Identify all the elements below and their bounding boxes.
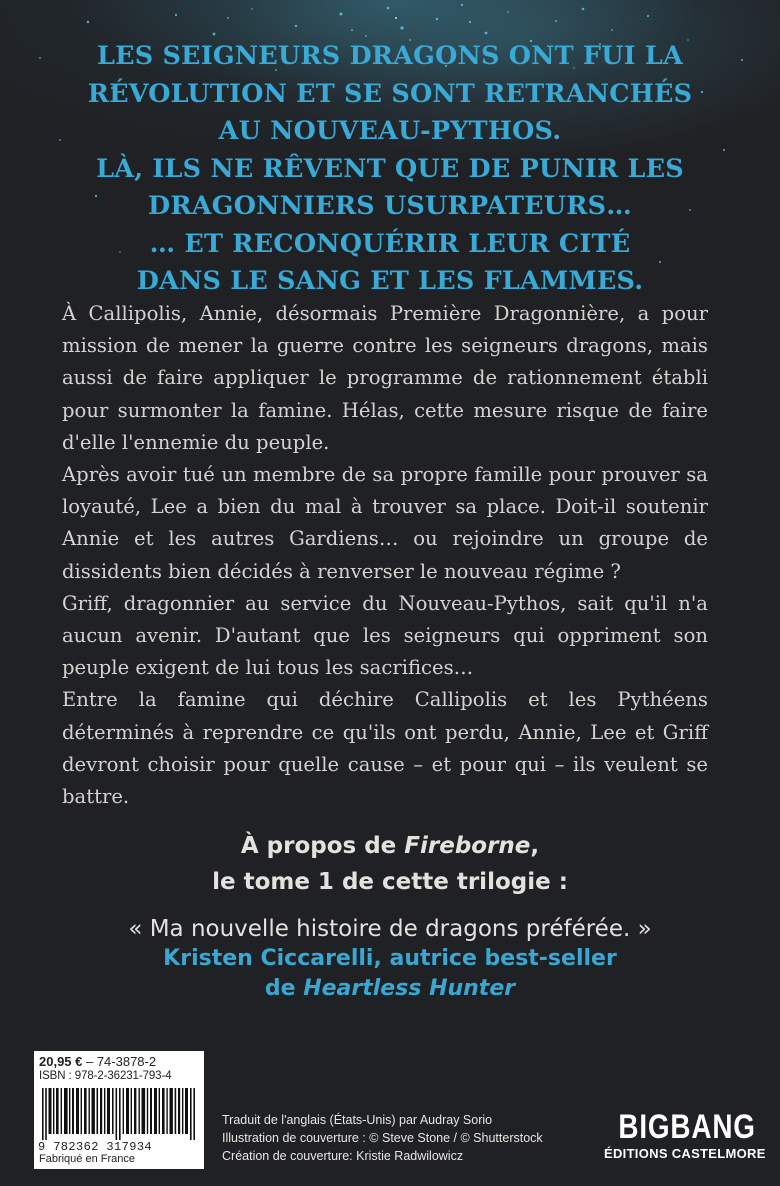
synopsis-paragraph: Griff, dragonnier au service du Nouveau-Pythos, sait qu'il n'a aucun avenir. D'autant que les seigneurs qui oppriment son peuple exigent de lui tous les sacrifices… bbox=[62, 591, 708, 680]
about-book-title: Fireborne bbox=[404, 833, 531, 859]
review-work-title: Heartless Hunter bbox=[303, 976, 516, 1001]
tagline-line: LÀ, ILS NE RÊVENT QUE DE PUNIR LES bbox=[96, 153, 684, 184]
barcode-panel bbox=[34, 1051, 204, 1169]
credit-line: Illustration de couverture : © Steve Stone / © Shutterstock bbox=[222, 1131, 543, 1145]
tagline-line: RÉVOLUTION ET SE SONT RETRANCHÉS bbox=[87, 78, 693, 109]
tagline-line: DANS LE SANG ET LES FLAMMES. bbox=[136, 266, 644, 296]
about-heading bbox=[0, 828, 780, 900]
synopsis-paragraph: Entre la famine qui déchire Callipolis et les Pythéens déterminés à reprendre ce qu'ils ont perdu, Annie, Lee et Griff devront choisir pour quelle cause – et pour qui – ils veulent se battre. bbox=[62, 688, 708, 809]
tagline bbox=[0, 38, 780, 301]
tagline-line: … ET RECONQUÉRIR LEUR CITÉ bbox=[149, 228, 631, 259]
synopsis-paragraph: Après avoir tué un membre de sa propre famille pour prouver sa loyauté, Lee a bien du mal à trouver sa place. Doit-il soutenir Annie et les autres Gardiens… ou rejoindre un groupe de dissidents bien décidés à renverser le nouveau régime ? bbox=[62, 463, 708, 583]
synopsis bbox=[62, 298, 708, 813]
about-prefix: À propos de bbox=[240, 833, 405, 859]
price: 20,95 € bbox=[39, 1054, 83, 1069]
publisher-imprint: ÉDITIONS CASTELMORE bbox=[604, 1146, 766, 1161]
price-line bbox=[39, 1054, 156, 1069]
credits bbox=[222, 1111, 543, 1165]
review-attribution bbox=[0, 944, 780, 1004]
isbn: ISBN : 978-2-36231-793-4 bbox=[39, 1070, 172, 1082]
tagline-line: DRAGONNIERS USURPATEURS… bbox=[148, 191, 632, 221]
review-work-prefix: de bbox=[264, 976, 304, 1001]
review-work bbox=[0, 974, 780, 1004]
about-suffix: , bbox=[530, 833, 540, 859]
credit-line: Traduit de l'anglais (États-Unis) par Audray Sorio bbox=[222, 1113, 493, 1127]
publisher-logo bbox=[604, 1108, 764, 1162]
about-line-1 bbox=[0, 828, 780, 864]
made-in-label: Fabriqué en France bbox=[39, 1153, 135, 1165]
review-author: Kristen Ciccarelli, autrice best-seller bbox=[163, 946, 617, 971]
credit-line: Création de couverture: Kristie Radwilowicz bbox=[222, 1149, 464, 1163]
tagline-line: LES SEIGNEURS DRAGONS ONT FUI LA bbox=[96, 41, 683, 71]
review-quote: « Ma nouvelle histoire de dragons préférée. » bbox=[128, 916, 652, 942]
publisher-name: BIGBANG bbox=[618, 1108, 756, 1146]
product-code: – 74-3878-2 bbox=[82, 1054, 157, 1069]
barcode-bars bbox=[42, 1088, 198, 1140]
tagline-line: AU NOUVEAU-PYTHOS. bbox=[218, 116, 562, 146]
synopsis-paragraph: À Callipolis, Annie, désormais Première Dragonnière, a pour mission de mener la guerre contre les seigneurs dragons, mais aussi de faire appliquer le programme de rationnement établi pour surmonter la famine. Hélas, cette mesure risque de faire d'elle l'ennemie du peuple. bbox=[62, 302, 708, 454]
about-line-2: le tome 1 de cette trilogie : bbox=[212, 869, 568, 895]
barcode-digits: 9 782362 317934 bbox=[38, 1140, 153, 1154]
